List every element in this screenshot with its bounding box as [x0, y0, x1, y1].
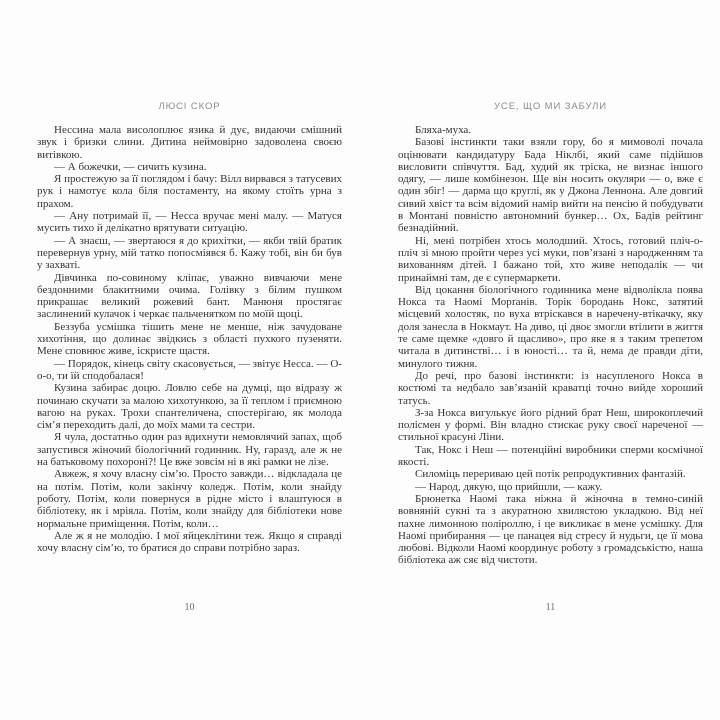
paragraph: Базові інстинкти таки взяли гору, бо я мимоволі почала оцінювати кандидатуру Бада Ніклбі, який саме підійшов висловити співчуття. Бад, худий як тріска, не визнає іншого одягу, — лише комбінезон. Ще він носить окуляри — о, вже є один збіг! — дарма що круглі, як у Джона Леннона. Але довгий сивий хвіст та всім відомий намір вийти на пенсію й побудувати в Монтані повністю автономний бункер… Ох, Бадів рейтинг безнадійний.: [398, 136, 703, 235]
page-left: [37, 0, 342, 720]
paragraph: — Ану потримай її, — Несса вручає мені малу. — Матуся мусить тихо й делікатно врятувати ситуацію.: [37, 210, 342, 235]
paragraph: Силоміць перериваю цей потік репродуктивних фантазій.: [415, 468, 686, 481]
paragraph: Але ж я не молодію. І мої яйцеклітини теж. Якщо я справді хочу власну сім’ю, то братися до справи потрібно зараз.: [37, 529, 342, 555]
paragraph: — Народ, дякую, що прийшли, — кажу.: [415, 480, 603, 493]
paragraph: Дівчинка по-совиному кліпає, уважно вивчаючи мене бездонними блакитними очима. Голівку з білим пушком прикрашає великий рожевий бант. Манюня простягає заслинений кулачок і черкає пальченятком по моїй щоці.: [37, 271, 342, 321]
paragraph: Авжеж, я хочу власну сім’ю. Просто завжди… відкладала це на потім. Потім, коли закінчу коледж. Потім, коли знайду роботу. Потім, коли повернуся в рідне місто і влаштуюся в бібліотеку, як і мріяла. Потім, коли знайду для бібліотеки нове нормальне приміщення. Потім, коли…: [37, 468, 342, 530]
paragraph: Я простежую за її поглядом і бачу: Вілл вирвався з татусевих рук і намотує кола біля постаменту, на якому стоїть урна з прахом.: [37, 173, 342, 210]
paragraph: З-за Нокса вигулькує його рідний брат Неш, широкоплечий полісмен у формі. Він владно стискає руку своєї нареченої — стильної красуні Ліни.: [398, 406, 703, 444]
paragraph: Я чула, достатньо один раз вдихнути немовлячий запах, щоб запустився жіночий біологічний годинник. Ну, гаразд, але ж не на батьковому похороні?! Це вже зовсім ні в які рамки не лізе.: [37, 431, 342, 469]
paragraph: До речі, про базові інстинкти: із насупленого Нокса в костюмі та недбало зав’язаній краватці точно вийде хороший татусь.: [398, 369, 703, 407]
paragraph: Беззуба усмішка тішить мене не менше, ніж зачудоване хихотіння, що долинає звідкись з області пухкого пузеняти. Мене сповнює живе, іскристе щастя.: [37, 320, 342, 358]
running-head-title: УСЕ, ЩО МИ ЗАБУЛИ: [494, 101, 607, 112]
left-text-block: [37, 124, 342, 554]
paragraph: Брюнетка Наомі така ніжна й жіночна в темно-синій вовняній сукні та з акуратною хвилястою укладкою. Від неї пахне лимонною поліроллю, і це викликає в мене усмішку. Для Наомі прибирання — це панацея від стресу й нудьги, це її мова любові. Відколи Наомі координує роботу з громадськістю, наша бібліотека аж сяє від чистоти.: [398, 492, 703, 567]
paragraph: Так, Нокс і Неш — потенційні виробники сперми космічної якості.: [398, 443, 703, 469]
page-number-left: 10: [184, 602, 195, 613]
page-right: [398, 0, 703, 720]
page-number-right: 11: [545, 602, 556, 613]
running-head-author: ЛЮСІ СКОР: [158, 101, 221, 112]
paragraph: — А знаєш, — звертаюся я до крихітки, — якби твій братик перевернув урну, мій татко попосміявся б. Кажу тобі, він би був у захваті.: [37, 234, 342, 272]
paragraph: Нессина мала висолоплює язика й дує, видаючи смішний звук і бризки слини. Дитина неймовірно задоволена своєю витівкою.: [37, 124, 342, 161]
paragraph: Ні, мені потрібен хтось молодший. Хтось, готовий пліч-о-пліч зі мною пройти через усі муки, пов’язані з народженням та вихованням дітей. І бажано той, хто живе неподалік — чи принаймні там, де є супермаркети.: [398, 234, 703, 284]
paragraph: — А божечки, — сичить кузина.: [54, 160, 207, 173]
paragraph: Від цокання біологічного годинника мене відволікла поява Нокса та Наомі Морґанів. Торік бородань Нокс, затятий місцевий холостяк, по вуха втріскався в наречену-втікачку, яку доля занесла в Нокмаут. На диво, ці двоє змогли втілити в життя те саме щемке «довго й щасливо», про яке я з таким трепетом читала в дитинстві… і в юності… та й, нема де правди діти, минулого тижня.: [398, 283, 703, 370]
paragraph: Кузина забирає доцю. Ловлю себе на думці, що відразу ж починаю скучати за малою хихотункою, за її теплом і приємною вагою на руках. Трохи спантеличена, спостерігаю, як молода сім’я переходить далі, до моїх мами та сестри.: [37, 382, 342, 432]
paragraph: — Порядок, кінець світу скасовується, — звітує Несса. — О-о-о, ти їй сподобалася!: [37, 357, 342, 382]
paragraph: Бляха-муха.: [415, 124, 472, 136]
right-text-block: [398, 124, 703, 567]
